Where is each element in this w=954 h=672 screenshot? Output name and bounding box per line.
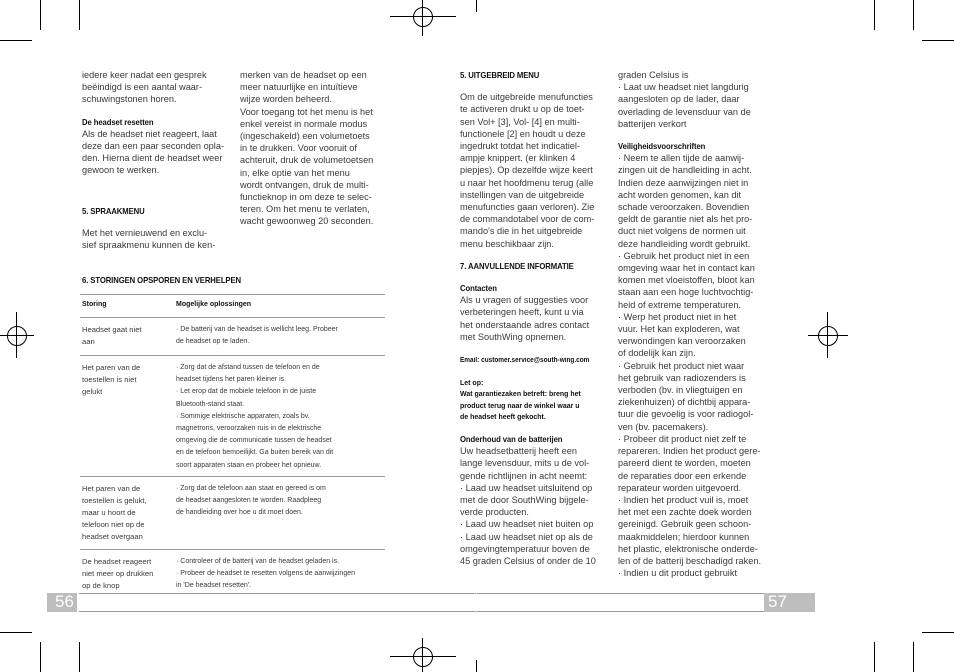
- storing-cell: De headset reageert niet meer op drukken op de knop: [82, 557, 154, 590]
- oplossing-cell: · Controleer of de batterij van de headset geladen is. · Probeer de headset te resetten volgens de aanwijzingen in 'De headset resetten'.: [176, 558, 356, 590]
- troubleshooting-heading: 6. STORINGEN OPSPOREN EN VERHELPEN: [82, 275, 242, 285]
- table-row: [80, 318, 385, 356]
- storing-cell: Headset gaat niet aan: [82, 325, 142, 346]
- left-column-1: [82, 69, 232, 251]
- battery-text-cont: graden Celsius is · Laat uw headset niet langdurig aangesloten op de lader, daar overlading de levensduur van de batterijen verkort: [618, 70, 751, 129]
- reset-text: Als de headset niet reageert, laat deze dan een paar seconden opla- den. Hierna dient de headset weer gewoon te werken.: [82, 128, 225, 176]
- header-oplossingen: Mogelijke oplossingen: [176, 301, 252, 308]
- left-page-number: 56: [55, 592, 74, 611]
- contacts-text: Als u vragen of suggesties voor verbeteringen heeft, kunt u via het onderstaande adres contact met SouthWing opnemen.: [460, 295, 590, 342]
- safety-heading: Veiligheidsvoorschriften: [618, 141, 706, 152]
- contacts-heading: Contacten: [460, 283, 497, 294]
- table-row: [80, 550, 385, 594]
- advanced-menu-text: Om de uitgebreide menufuncties te activeren drukt u op de toet- sen Vol+ [3], Vol- [4] en multi- functionele [2] en houdt u deze ingedrukt totdat het indicatiel- ampje knippert. (er klinken 4 piepjes). Op dezelfde wijze keert u naar het hoofdmenu terug (alle instellingen van de uitgebreide menufuncties gaan verloren). Zie de commandotabel voor de com- mando's die in het uitgebreide menu beschikbaar zijn.: [460, 92, 595, 249]
- left-column-2: [240, 69, 388, 228]
- oplossing-cell: · Zorg dat de afstand tussen de telefoon en de headset tijdens het paren kleiner is. · Let erop dat de mobiele telefoon in de juiste Bluetooth-stand staat. · Sommige elektrische apparaten, zoals bv. magnetrons, veroorzaken ruis in de elektrische omgeving die de communicatie tussen de headset en de telefoon bemoeilijkt. Ga buiten bereik van dit soort apparaten staan en probeer het opnieuw.: [176, 364, 334, 469]
- right-column-2: [618, 69, 766, 579]
- safety-text: · Neem te allen tijde de aanwij- zingen uit de handleiding in acht. Indien deze aanwijzingen niet in acht worden genomen, kan dit schade veroorzaken. Bovendien geldt de garantie niet als het pro- duct niet volgens de normen uit deze handleiding wordt gebruikt. · Gebruik het product niet in een omgeving waar het in contact kan komen met vloeistoffen, bloot kan staan aan een hoge luchtvochtig- heid of extreme temperaturen. · Werp het product niet in het vuur. Het kan exploderen, wat verwondingen kan veroorzaken of dodelijk kan zijn. · Gebruik het product niet waar het gebruik van radiozenders is verboden (bv. in vliegtuigen en ziekenhuizen) of dichtbij appara- tuur die gevoelig is voor radiogol- ven (bv. pacemakers). · Probeer dit product niet zelf te repareren. Indien het product gere- pareerd dient te worden, moeten de reparaties door een erkende reparateur worden uitgevoerd. · Indien het product vuil is, moet het met een zachte doek worden gereinigd. Gebruik geen schoon- maakmiddelen; hierdoor kunnen het plastic, elektronische onderde- len of de batterij beschadigd raken. · Indien u dit product gebruikt: [618, 153, 762, 579]
- header-storing: Storing: [82, 301, 107, 308]
- oplossing-cell: · De batterij van de headset is wellicht leeg. Probeer de headset op te laden.: [176, 326, 338, 346]
- oplossing-cell: · Zorg dat de telefoon aan staat en gereed is om de headset aangesloten te worden. Raadpleeg de handleiding over hoe u dit moet doen.: [176, 485, 326, 517]
- voice-menu-text-cont: merken van de headset op een meer natuurlijke en intuïtieve wijze worden beheerd. Voor toegang tot het menu is het enkel vereist in normale modus (ingeschakeld) een volumetoets in te drukken. Voor vooruit of achteruit, druk de volumetoetsen in, elke optie van het menu wordt ontvangen, druk de multi- functieknop in om deze te selec- teren. Om het menu te verlaten, wacht gewoonweg 20 seconden.: [240, 70, 374, 227]
- email-address: Email: customer.service@south-wing.com: [460, 357, 590, 365]
- storing-cell: Het paren van de toestellen is gelukt, maar u hoort de telefoon niet op de headset overgaan: [82, 484, 147, 541]
- reset-heading: De headset resetten: [82, 116, 154, 127]
- voice-menu-heading: 5. SPRAAKMENU: [82, 205, 145, 216]
- battery-heading: Onderhoud van de batterijen: [460, 434, 563, 445]
- troubleshooting-table: [80, 294, 385, 594]
- warranty-note: Let op: Wat garantiezaken betreft: breng het product terug naar de winkel waar u de headset heeft gekocht.: [460, 377, 581, 422]
- right-column-1: [460, 69, 610, 567]
- battery-text: Uw headsetbatterij heeft een lange levensduur, mits u de vol- gende richtlijnen in acht neemt: · Laad uw headset uitsluitend op met de door SouthWing bijgele- verde producten. · Laad uw headset niet buiten op · Laad uw headset niet op als de omgevingtemperatuur boven de 45 graden Celsius of onder de 10: [460, 446, 596, 567]
- voice-menu-text: Met het vernieuwend en exclu- sief spraakmenu kunnen de ken-: [82, 227, 216, 251]
- right-page-number: 57: [768, 592, 787, 611]
- table-row: [80, 477, 385, 550]
- left-footer-band: [79, 593, 476, 612]
- table-row: [80, 356, 385, 477]
- additional-info-heading: 7. AANVULLENDE INFORMATIE: [460, 260, 574, 271]
- right-footer-band: [477, 593, 764, 612]
- advanced-menu-heading: 5. UITGEBREID MENU: [460, 70, 540, 80]
- intro-text: iedere keer nadat een gesprek beëindigd is een aantal waar- schuwingstonen horen.: [82, 70, 207, 105]
- storing-cell: Het paren van de toestellen is niet gelukt: [82, 363, 141, 396]
- table-header: [80, 294, 385, 318]
